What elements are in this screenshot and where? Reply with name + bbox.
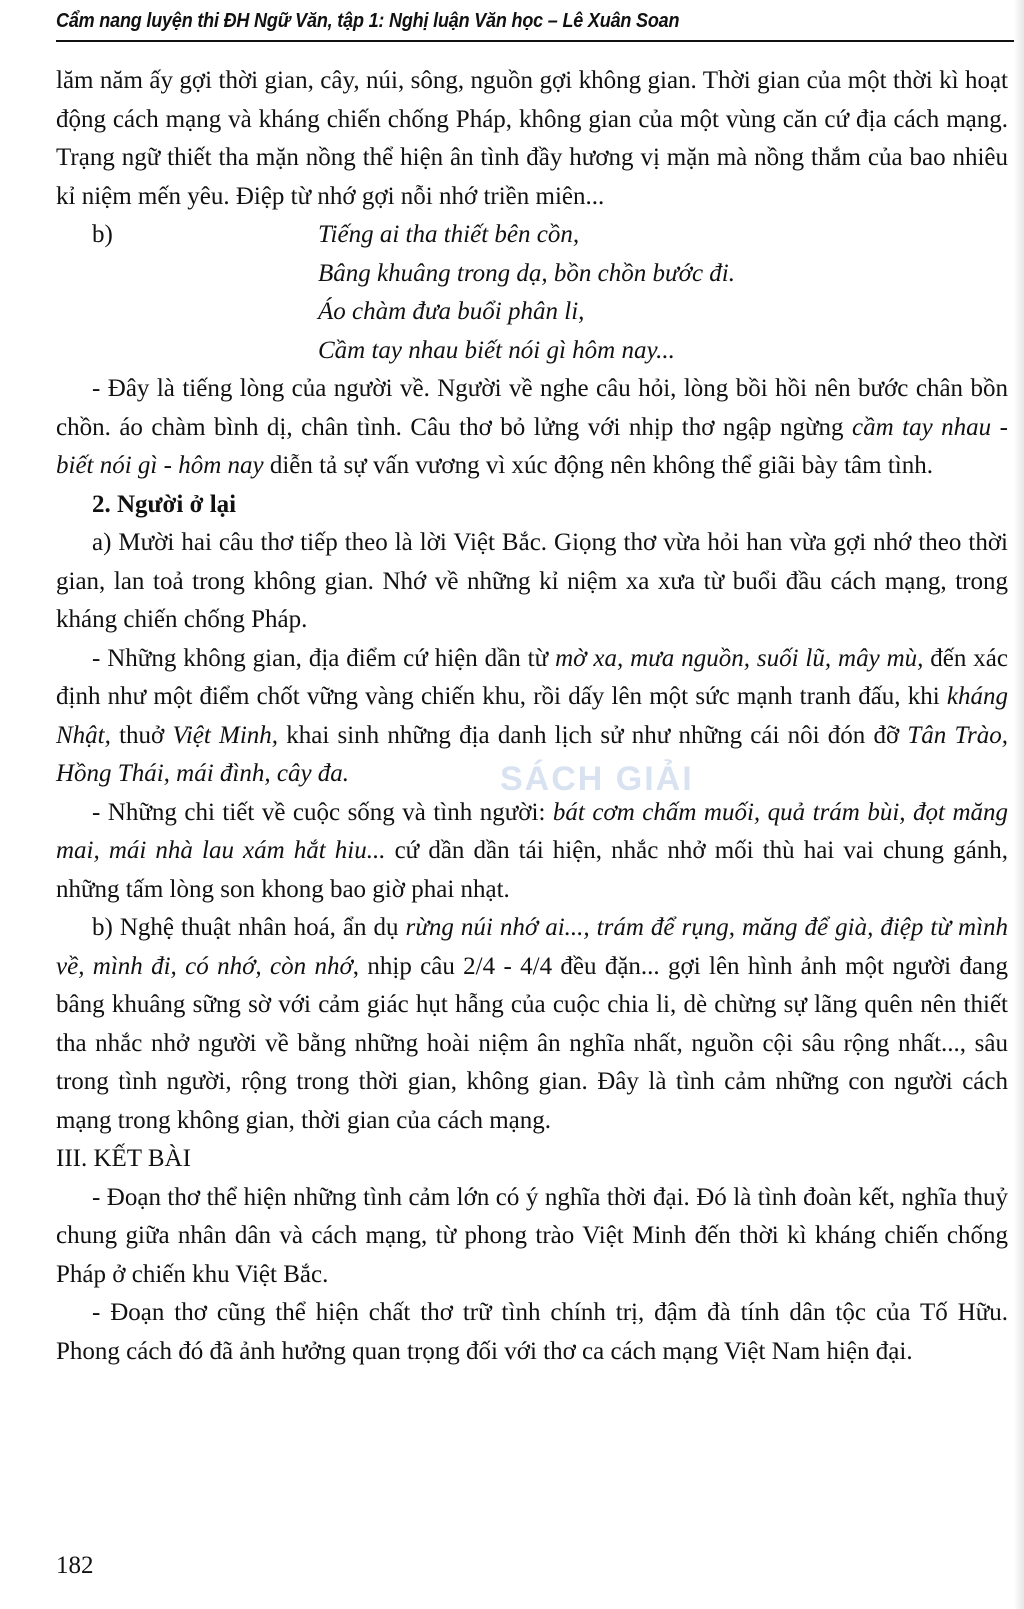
paragraph-section2-a: a) Mười hai câu thơ tiếp theo là lời Việt Bắc. Giọng thơ vừa hỏi han vừa gợi nhớ theo thời gian, lan toả trong không gian. Nhớ về những kỉ niệm xa xưa từ buổi đầu cách mạng, trong kháng chiến chống Pháp.	[56, 529, 1008, 633]
poem-line: Tiếng ai tha thiết bên cồn,	[318, 221, 580, 248]
page-body	[56, 62, 1008, 1371]
section-heading-2: 2. Người ở lại	[92, 490, 237, 518]
poem-label: b)	[92, 221, 113, 248]
poem-line: Cầm tay nhau biết nói gì hôm nay...	[318, 336, 675, 364]
header-title: Cẩm nang luyện thi ĐH Ngữ Văn, tập 1: Nghị luận Văn học – Lê Xuân Soan	[56, 10, 680, 32]
watermark-logo: SÁCH GIẢI	[500, 760, 694, 798]
paragraph-poem-analysis: - Đây là tiếng lòng của người về. Người về nghe câu hỏi, lòng bồi hồi nên bước chân bồn chồn. áo chàm bình dị, chân tình. Câu thơ bỏ lửng với nhịp thơ ngập ngừng cầm tay nhau - biết nói gì - hôm nay diễn tả sự vấn vương vì xúc động nên không thể giãi bày tâm tình.	[56, 375, 1008, 479]
section-heading-3: III. KẾT BÀI	[56, 1145, 191, 1172]
paragraph-1: lăm năm ấy gợi thời gian, cây, núi, sông, nguồn gợi không gian. Thời gian của một thời kì hoạt động cách mạng và kháng chiến chống Pháp, không gian của một vùng căn cứ địa cách mạng. Trạng ngữ thiết tha mặn nồng thể hiện ân tình đầy hương vị mặn mà nồng thắm của bao nhiêu kỉ niệm mến yêu. Điệp từ nhớ gợi nỗi nhớ triền miên...	[56, 67, 1008, 210]
paragraph-details: - Những chi tiết về cuộc sống và tình người: bát cơm chấm muối, quả trám bùi, đọt măng mai, mái nhà lau xám hắt hiu... cứ dần dần tái hiện, nhắc nhở mối thù hai vai chung gánh, những tấm lòng son khong bao giờ phai nhạt.	[56, 798, 1009, 903]
page-edge-shadow	[1014, 0, 1024, 1609]
paragraph-conclusion-1: - Đoạn thơ thể hiện những tình cảm lớn có ý nghĩa thời đại. Đó là tình đoàn kết, nghĩa thuỷ chung giữa nhân dân và cách mạng, từ phong trào Việt Minh đến thời kì kháng chiến chống Pháp ở chiến khu Việt Bắc.	[56, 1183, 1008, 1288]
poem-lines	[318, 216, 735, 370]
poem-block	[56, 216, 1008, 370]
paragraph-section2-b: b) Nghệ thuật nhân hoá, ẩn dụ rừng núi nhớ ai..., trám để rụng, măng để già, điệp từ mình về, mình đi, có nhớ, còn nhớ, nhịp câu 2/4 - 4/4 đều đặn... gợi lên hình ảnh một người đang bâng khuâng sững sờ với cảm giác hụt hẫng của cuộc chia li, dè chừng sự lãng quên nên thiết tha nhắc nhở người về bằng những hoài niệm ân nghĩa nhất, nguồn cội sâu rộng nhất..., sâu trong tình người, rộng trong thời gian, không gian. Đây là tình cảm những con người cách mạng trong không gian, thời gian của cách mạng.	[56, 914, 1008, 1134]
poem-line: Bâng khuâng trong dạ, bồn chồn bước đi.	[318, 259, 735, 287]
paragraph-conclusion-2: - Đoạn thơ cũng thể hiện chất thơ trữ tình chính trị, đậm đà tính dân tộc của Tố Hữu. Phong cách đó đã ảnh hưởng quan trọng đối với thơ ca cách mạng Việt Nam hiện đại.	[56, 1299, 1008, 1365]
poem-line: Áo chàm đưa buổi phân li,	[318, 298, 585, 325]
page-number: 182	[56, 1552, 94, 1579]
paragraph-places: - Những không gian, địa điểm cứ hiện dần từ mờ xa, mưa nguồn, suối lũ, mây mù, đến xác định như một điểm chốt vững vàng chiến khu, rồi dấy lên một sức mạnh tranh đấu, khi kháng Nhật, thuở Việt Minh, khai sinh những địa danh lịch sử như những cái nôi đón đỡ Tân Trào, Hồng Thái, mái đình, cây đa.	[56, 644, 1008, 787]
running-header	[56, 6, 1014, 42]
